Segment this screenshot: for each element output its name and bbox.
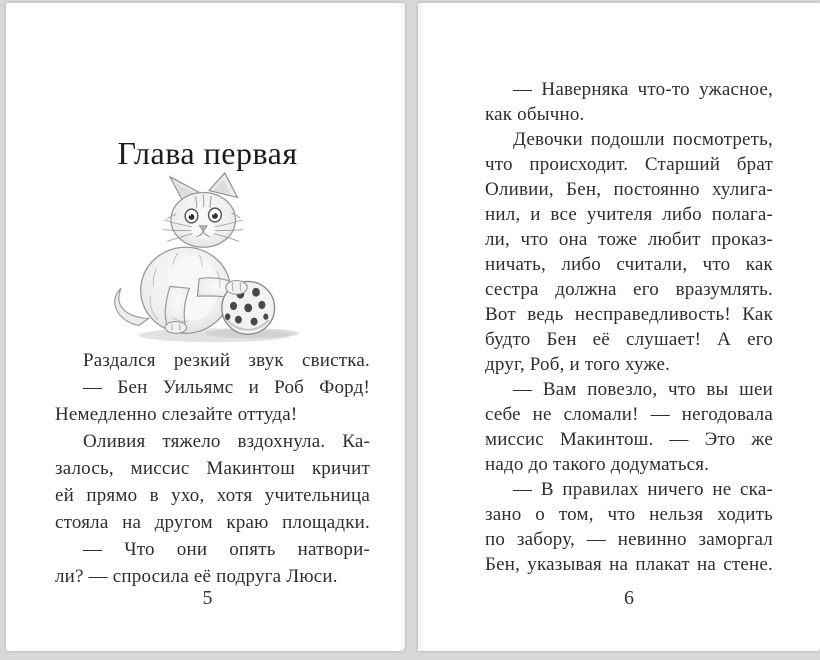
text-line: надо до такого додуматься. <box>485 454 710 475</box>
text-line: — Что они опять натвори- <box>83 539 370 560</box>
text-line: сестра должна его вразумлять. <box>485 279 773 300</box>
text-line: миссис Макинтош. — Это же <box>485 429 773 450</box>
text-line: — Бен Уильямс и Роб Форд! <box>83 377 370 398</box>
text-line: — В правилах ничего не ска- <box>513 479 773 500</box>
text-line: — Наверняка что-то ужасное, <box>513 79 773 100</box>
text-line: как обычно. <box>485 104 585 125</box>
text-line: Раздался резкий звук свистка. <box>83 350 370 371</box>
text-line: Бен, указывая на плакат на стене. <box>485 554 773 575</box>
text-line: будто Бен её слушает! А его <box>485 329 773 350</box>
text-line: по забору, — невинно заморгал <box>485 529 773 550</box>
text-line: Вот ведь несправедливость! Как <box>485 304 773 325</box>
text-line: друг, Роб, и того хуже. <box>485 354 671 375</box>
text-line: ей прямо в ухо, хотя учительница <box>55 485 370 506</box>
right-page-number: 6 <box>624 587 634 609</box>
text-line: Оливии, Бен, постоянно хулига- <box>485 179 773 200</box>
text-line: залось, миссис Макинтош кричит <box>55 458 370 479</box>
text-line: что происходит. Старший брат <box>485 154 773 175</box>
text-line: — Вам повезло, что вы шеи <box>513 379 773 400</box>
text-line: Оливия тяжело вздохнула. Ка- <box>83 431 370 452</box>
text-line: зано о том, что нельзя ходить <box>485 504 773 525</box>
left-page <box>6 3 405 651</box>
right-page-text <box>485 77 773 577</box>
kitten-illustration <box>103 171 323 347</box>
kitten-with-ball-icon <box>103 171 323 347</box>
text-line: ли? — спросила её подруга Люси. <box>55 566 338 587</box>
text-line: себе не сломали! — негодовала <box>485 404 773 425</box>
text-line: Девочки подошли посмотреть, <box>513 129 773 150</box>
chapter-title: Глава первая <box>117 135 298 171</box>
left-page-text <box>55 347 370 590</box>
right-page <box>418 3 820 651</box>
text-line: ничать, либо считали, что как <box>485 254 773 275</box>
text-line: стояла на другом краю площадки. <box>55 512 370 533</box>
left-page-number: 5 <box>202 587 213 609</box>
text-line: нил, и все учителя либо полага- <box>485 204 773 225</box>
text-line: ли, что она тоже любит проказ- <box>485 229 773 250</box>
text-line: Немедленно слезайте оттуда! <box>55 404 298 425</box>
